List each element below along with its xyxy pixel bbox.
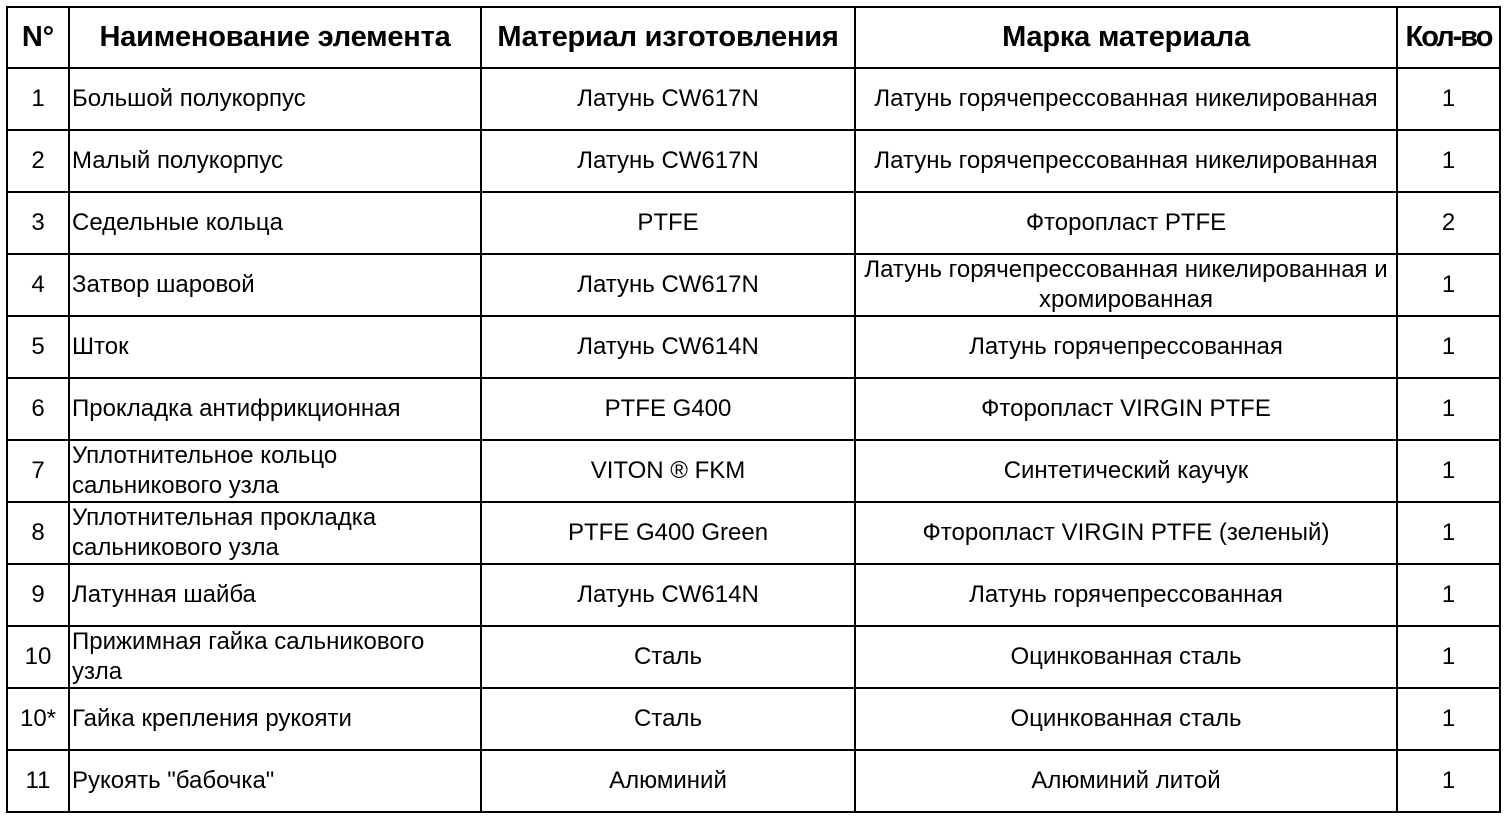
cell-material-grade: Латунь горячепрессованная никелированная bbox=[855, 68, 1397, 130]
table-row bbox=[7, 316, 1500, 378]
table-header-row bbox=[7, 7, 1500, 68]
cell-material-grade: Фторопласт VIRGIN PTFE (зеленый) bbox=[855, 502, 1397, 564]
table-row bbox=[7, 254, 1500, 316]
cell-number: 2 bbox=[7, 130, 69, 192]
table-row bbox=[7, 688, 1500, 750]
parts-table bbox=[6, 6, 1501, 813]
cell-material-grade: Оцинкованная сталь bbox=[855, 688, 1397, 750]
table-row bbox=[7, 192, 1500, 254]
cell-quantity: 1 bbox=[1397, 440, 1500, 502]
cell-material: Латунь CW617N bbox=[481, 130, 855, 192]
cell-quantity: 1 bbox=[1397, 564, 1500, 626]
cell-number: 4 bbox=[7, 254, 69, 316]
cell-material-grade: Алюминий литой bbox=[855, 750, 1397, 812]
cell-number: 7 bbox=[7, 440, 69, 502]
cell-material: PTFE bbox=[481, 192, 855, 254]
cell-material-grade: Латунь горячепрессованная bbox=[855, 564, 1397, 626]
cell-material: PTFE G400 Green bbox=[481, 502, 855, 564]
cell-material: Алюминий bbox=[481, 750, 855, 812]
cell-quantity: 1 bbox=[1397, 130, 1500, 192]
cell-material-grade: Фторопласт VIRGIN PTFE bbox=[855, 378, 1397, 440]
cell-material-grade: Латунь горячепрессованная никелированная bbox=[855, 130, 1397, 192]
cell-material: PTFE G400 bbox=[481, 378, 855, 440]
cell-material: Латунь CW614N bbox=[481, 564, 855, 626]
header-quantity: Кол-во bbox=[1397, 7, 1500, 68]
cell-element-name: Шток bbox=[69, 316, 481, 378]
cell-quantity: 1 bbox=[1397, 68, 1500, 130]
cell-material-grade: Фторопласт PTFE bbox=[855, 192, 1397, 254]
cell-element-name: Уплотнительная прокладка сальникового узла bbox=[69, 502, 481, 564]
header-number: N° bbox=[7, 7, 69, 68]
cell-material: Латунь CW614N bbox=[481, 316, 855, 378]
cell-material-grade: Латунь горячепрессованная никелированная и хромированная bbox=[855, 254, 1397, 316]
cell-material: Сталь bbox=[481, 626, 855, 688]
table-row bbox=[7, 378, 1500, 440]
cell-element-name: Затвор шаровой bbox=[69, 254, 481, 316]
table-row bbox=[7, 502, 1500, 564]
cell-quantity: 1 bbox=[1397, 750, 1500, 812]
cell-quantity: 1 bbox=[1397, 502, 1500, 564]
cell-number: 10 bbox=[7, 626, 69, 688]
cell-material-grade: Синтетический каучук bbox=[855, 440, 1397, 502]
header-element-name: Наименование элемента bbox=[69, 7, 481, 68]
cell-number: 10* bbox=[7, 688, 69, 750]
table-row bbox=[7, 564, 1500, 626]
cell-number: 6 bbox=[7, 378, 69, 440]
header-material-grade: Марка материала bbox=[855, 7, 1397, 68]
table-row bbox=[7, 750, 1500, 812]
cell-material: Латунь CW617N bbox=[481, 254, 855, 316]
cell-quantity: 1 bbox=[1397, 378, 1500, 440]
cell-element-name: Латунная шайба bbox=[69, 564, 481, 626]
cell-number: 11 bbox=[7, 750, 69, 812]
cell-number: 9 bbox=[7, 564, 69, 626]
table-row bbox=[7, 440, 1500, 502]
cell-element-name: Рукоять "бабочка" bbox=[69, 750, 481, 812]
cell-quantity: 1 bbox=[1397, 254, 1500, 316]
cell-material: Сталь bbox=[481, 688, 855, 750]
cell-quantity: 1 bbox=[1397, 316, 1500, 378]
cell-quantity: 2 bbox=[1397, 192, 1500, 254]
cell-element-name: Малый полукорпус bbox=[69, 130, 481, 192]
cell-element-name: Большой полукорпус bbox=[69, 68, 481, 130]
header-material: Материал изготовления bbox=[481, 7, 855, 68]
cell-number: 3 bbox=[7, 192, 69, 254]
cell-material-grade: Латунь горячепрессованная bbox=[855, 316, 1397, 378]
cell-number: 5 bbox=[7, 316, 69, 378]
table-row bbox=[7, 626, 1500, 688]
cell-material: Латунь CW617N bbox=[481, 68, 855, 130]
cell-element-name: Гайка крепления рукояти bbox=[69, 688, 481, 750]
cell-element-name: Прокладка антифрикционная bbox=[69, 378, 481, 440]
table-row bbox=[7, 68, 1500, 130]
cell-material: VITON ® FKM bbox=[481, 440, 855, 502]
cell-number: 1 bbox=[7, 68, 69, 130]
cell-number: 8 bbox=[7, 502, 69, 564]
cell-element-name: Прижимная гайка сальникового узла bbox=[69, 626, 481, 688]
cell-element-name: Уплотнительное кольцо сальникового узла bbox=[69, 440, 481, 502]
cell-element-name: Седельные кольца bbox=[69, 192, 481, 254]
cell-quantity: 1 bbox=[1397, 688, 1500, 750]
cell-material-grade: Оцинкованная сталь bbox=[855, 626, 1397, 688]
cell-quantity: 1 bbox=[1397, 626, 1500, 688]
table-row bbox=[7, 130, 1500, 192]
